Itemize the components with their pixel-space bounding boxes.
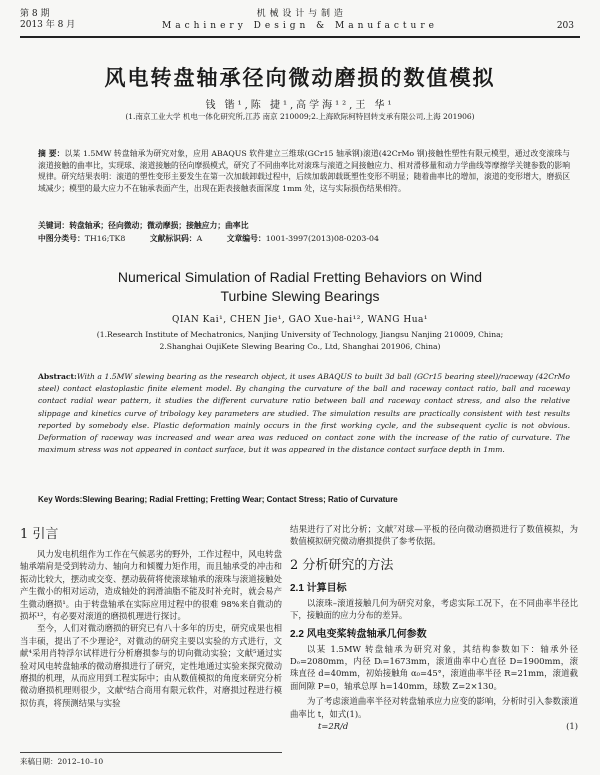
paragraph: 风力发电机组作为工作在气候恶劣的野外，工作过程中，风电转盘轴承端肩是受到转动力、轴向力和倾覆力矩作用，而且轴承受的冲击和振动比较大，摆动或交变、摆动载荷将使滚球轴承的滚珠与滚道接触处产生微小的相对运动，造成轴处的润滑油脂不能及时补充时，就会易产生微动磨损¹。由于转盘轴承在实际应用过程中的很难 98%来自微动的损坏¹²，有必要对滚道的磨损机理进行探讨。 (20, 549, 282, 622)
title-en-line1: Numerical Simulation of Radial Fretting Behaviors on Wind (117, 269, 483, 285)
section-heading-method: 2 分析研究的方法 (290, 557, 394, 573)
title-en-line2: Turbine Slewing Bearings (220, 288, 380, 304)
keywords-en-text: Slewing Bearing; Radial Fretting; Fretting Wear; Contact Stress; Ratio of Curvature (82, 495, 398, 504)
journal-name-en: Machinery Design & Manufacture (162, 21, 438, 31)
body-column-right (290, 523, 578, 732)
article-id-label: 文章编号： (226, 234, 266, 243)
equation-body: t=2R/d (318, 721, 349, 732)
affiliation-en (0, 329, 600, 352)
abstract-en-text: With a 1.5MW slewing bearing as the research object, it uses ABAQUS to built 3d ball (GCr15 bearing steel)/raceway (42CrMo steel) contact elastoplastic finite element model. By changing the curvature of the ball and raceway contact ratio, ball and raceway contact radial wear pattern, it studies the different curvature ratio between ball and raceway contact stress, and also the relative slippage and kinetics curve of tribology key parameters are studied. The simulation results are practically consistent with test results reported by somebody else. Plastic deformation mainly occurs in the first working cycle, and the subsequent cyclic is not obvious. Deformation of raceway was increased and wear area was reduced on contact zone with the increase of the ratio of curvature. The maximum stress was not appeared in contact surface, but it was appeared in the distance contact surface depth in 1mm. (38, 372, 570, 455)
article-metadata-cn (38, 233, 570, 245)
authors-en: QIAN Kai¹, CHEN Jie¹, GAO Xue-hai¹², WANG Hua¹ (172, 315, 428, 325)
article-id-value: 1001-3997(2013)08-0203-04 (265, 234, 379, 243)
body-column-left (20, 523, 282, 709)
title-cn: 风电转盘轴承径向微动磨损的数值模拟 (104, 65, 496, 90)
abstract-cn (38, 148, 570, 194)
keywords-cn-label: 关键词： (38, 221, 70, 230)
paragraph: 至今，人们对微动磨损的研究已有八十多年的历史，研究成果也相当丰硕，提出了不少理论²，对微动的研究主要以实验的方式进行，文献⁴采用肖特浮尔试样进行分析磨损参与的切向微动实验；文献⁵通过实验对风电转盘轴承的微动磨损进行了研究，定性地通过实验来探究微动磨损的机理，从而应用到工程实际中；由从数值模拟的角度来研究分析微动磨损机理则很少，文献⁶结合商用有限元软件，对磨损过程进行模拟仿真，将预测结果与实验 (20, 623, 282, 708)
affiliation-en-line1: (1.Research Institute of Mechatronics, Nanjing University of Technology, Jiangsu Nanjing 210009, China; (96, 330, 504, 339)
keywords-cn-text: 转盘轴承；径向微动；微动摩损；接触应力；曲率比 (69, 221, 249, 230)
paragraph: 以滚珠–滚道接触几何为研究对象，考虑实际工况下，在不同曲率半径比下，接触面的应力分布的差异。 (290, 597, 578, 621)
section-heading-introduction: 1 引言 (20, 527, 59, 542)
clc-label: 中图分类号： (38, 234, 85, 243)
affiliation-cn: (1.南京工业大学 机电一体化研究所,江苏 南京 210009;2.上海欧际柯特回转支承有限公司,上海 201906) (125, 112, 475, 121)
clc-value: TH16;TK8 (84, 234, 126, 243)
title-en (0, 268, 600, 306)
abstract-cn-label: 摘 要： (38, 149, 65, 158)
keywords-en-label: Key Words: (38, 495, 83, 504)
keywords-en (38, 495, 570, 504)
issue-number: 第 8 期 (20, 9, 50, 19)
issue-date: 2013 年 8 月 (20, 20, 76, 30)
abstract-en (38, 371, 570, 456)
authors-cn: 钱 锴¹,陈 捷¹,高学海¹²,王 华¹ (205, 100, 395, 111)
journal-name (20, 8, 580, 32)
doc-code-value: A (196, 234, 203, 243)
paragraph: 以某 1.5MW 转盘轴承为研究对象，其结构参数如下：轴承外径 Dₒ=2080mm，内径 Dᵢ=1673mm，滚道曲率中心直径 D=1900mm，滚珠直径 d=40mm，初始接触角 α₀=45°，滚道曲率半径 R=21mm，滚道截面间隙 P=0，轴承总厚 h=140mm，球数 Z=2×130。 (290, 643, 578, 691)
abstract-cn-text: 以某 1.5MW 转盘轴承为研究对象，应用 ABAQUS 软件建立三维球(GCr15 轴承钢)滚道(42CrMo 钢)接触性塑性有限元模型，通过改变滚珠与滚道接触的曲率比，实现球、滚道接触的径向摩损模式，研究了不同曲率比对滚珠与滚道之间接触应力、相对滑移量和动力学曲线等摩擦学关键参数的影响规律。研究结果表明：滚道的塑性变形主要发生在第一次加载卸载过程中，后续加载卸载既塑性变形不明显；随着曲率比的增加，滚道的变形增大，磨损区域减少；模型的最大应力不在轴承表面产生，出现在距表接触表面深度 1mm 处，这与实际损伤结果相符。 (38, 149, 570, 193)
running-header (20, 6, 580, 38)
equation-number: (1) (566, 721, 578, 732)
equation-1 (290, 720, 578, 732)
paragraph: 为了考虑滚道曲率半径对转盘轴承应力应变的影响，分析时引入参数滚道曲率比 t，如式(1)。 (290, 696, 578, 719)
doc-code-label: 文献标识码： (149, 234, 197, 243)
subsection-heading: 2.1 计算目标 (290, 582, 347, 594)
keywords-cn (38, 220, 570, 232)
page-number: 203 (556, 21, 574, 31)
subsection-heading: 2.2 风电变桨转盘轴承几何参数 (290, 628, 427, 640)
abstract-en-label: Abstract: (38, 372, 77, 381)
affiliation-en-line2: 2.Shanghai OujiKete Slewing Bearing Co., Ltd, Shanghai 201906, China) (159, 341, 441, 351)
paragraph: 结果进行了对比分析；文献⁷对球—平板的径向微动磨损进行了数值模拟，为数值模拟研究微动磨损提供了参考依据。 (290, 524, 578, 547)
journal-name-cn: 机 械 设 计 与 制 造 (256, 9, 344, 19)
received-date-footnote: 来稿日期：2012–10–10 (20, 752, 282, 767)
